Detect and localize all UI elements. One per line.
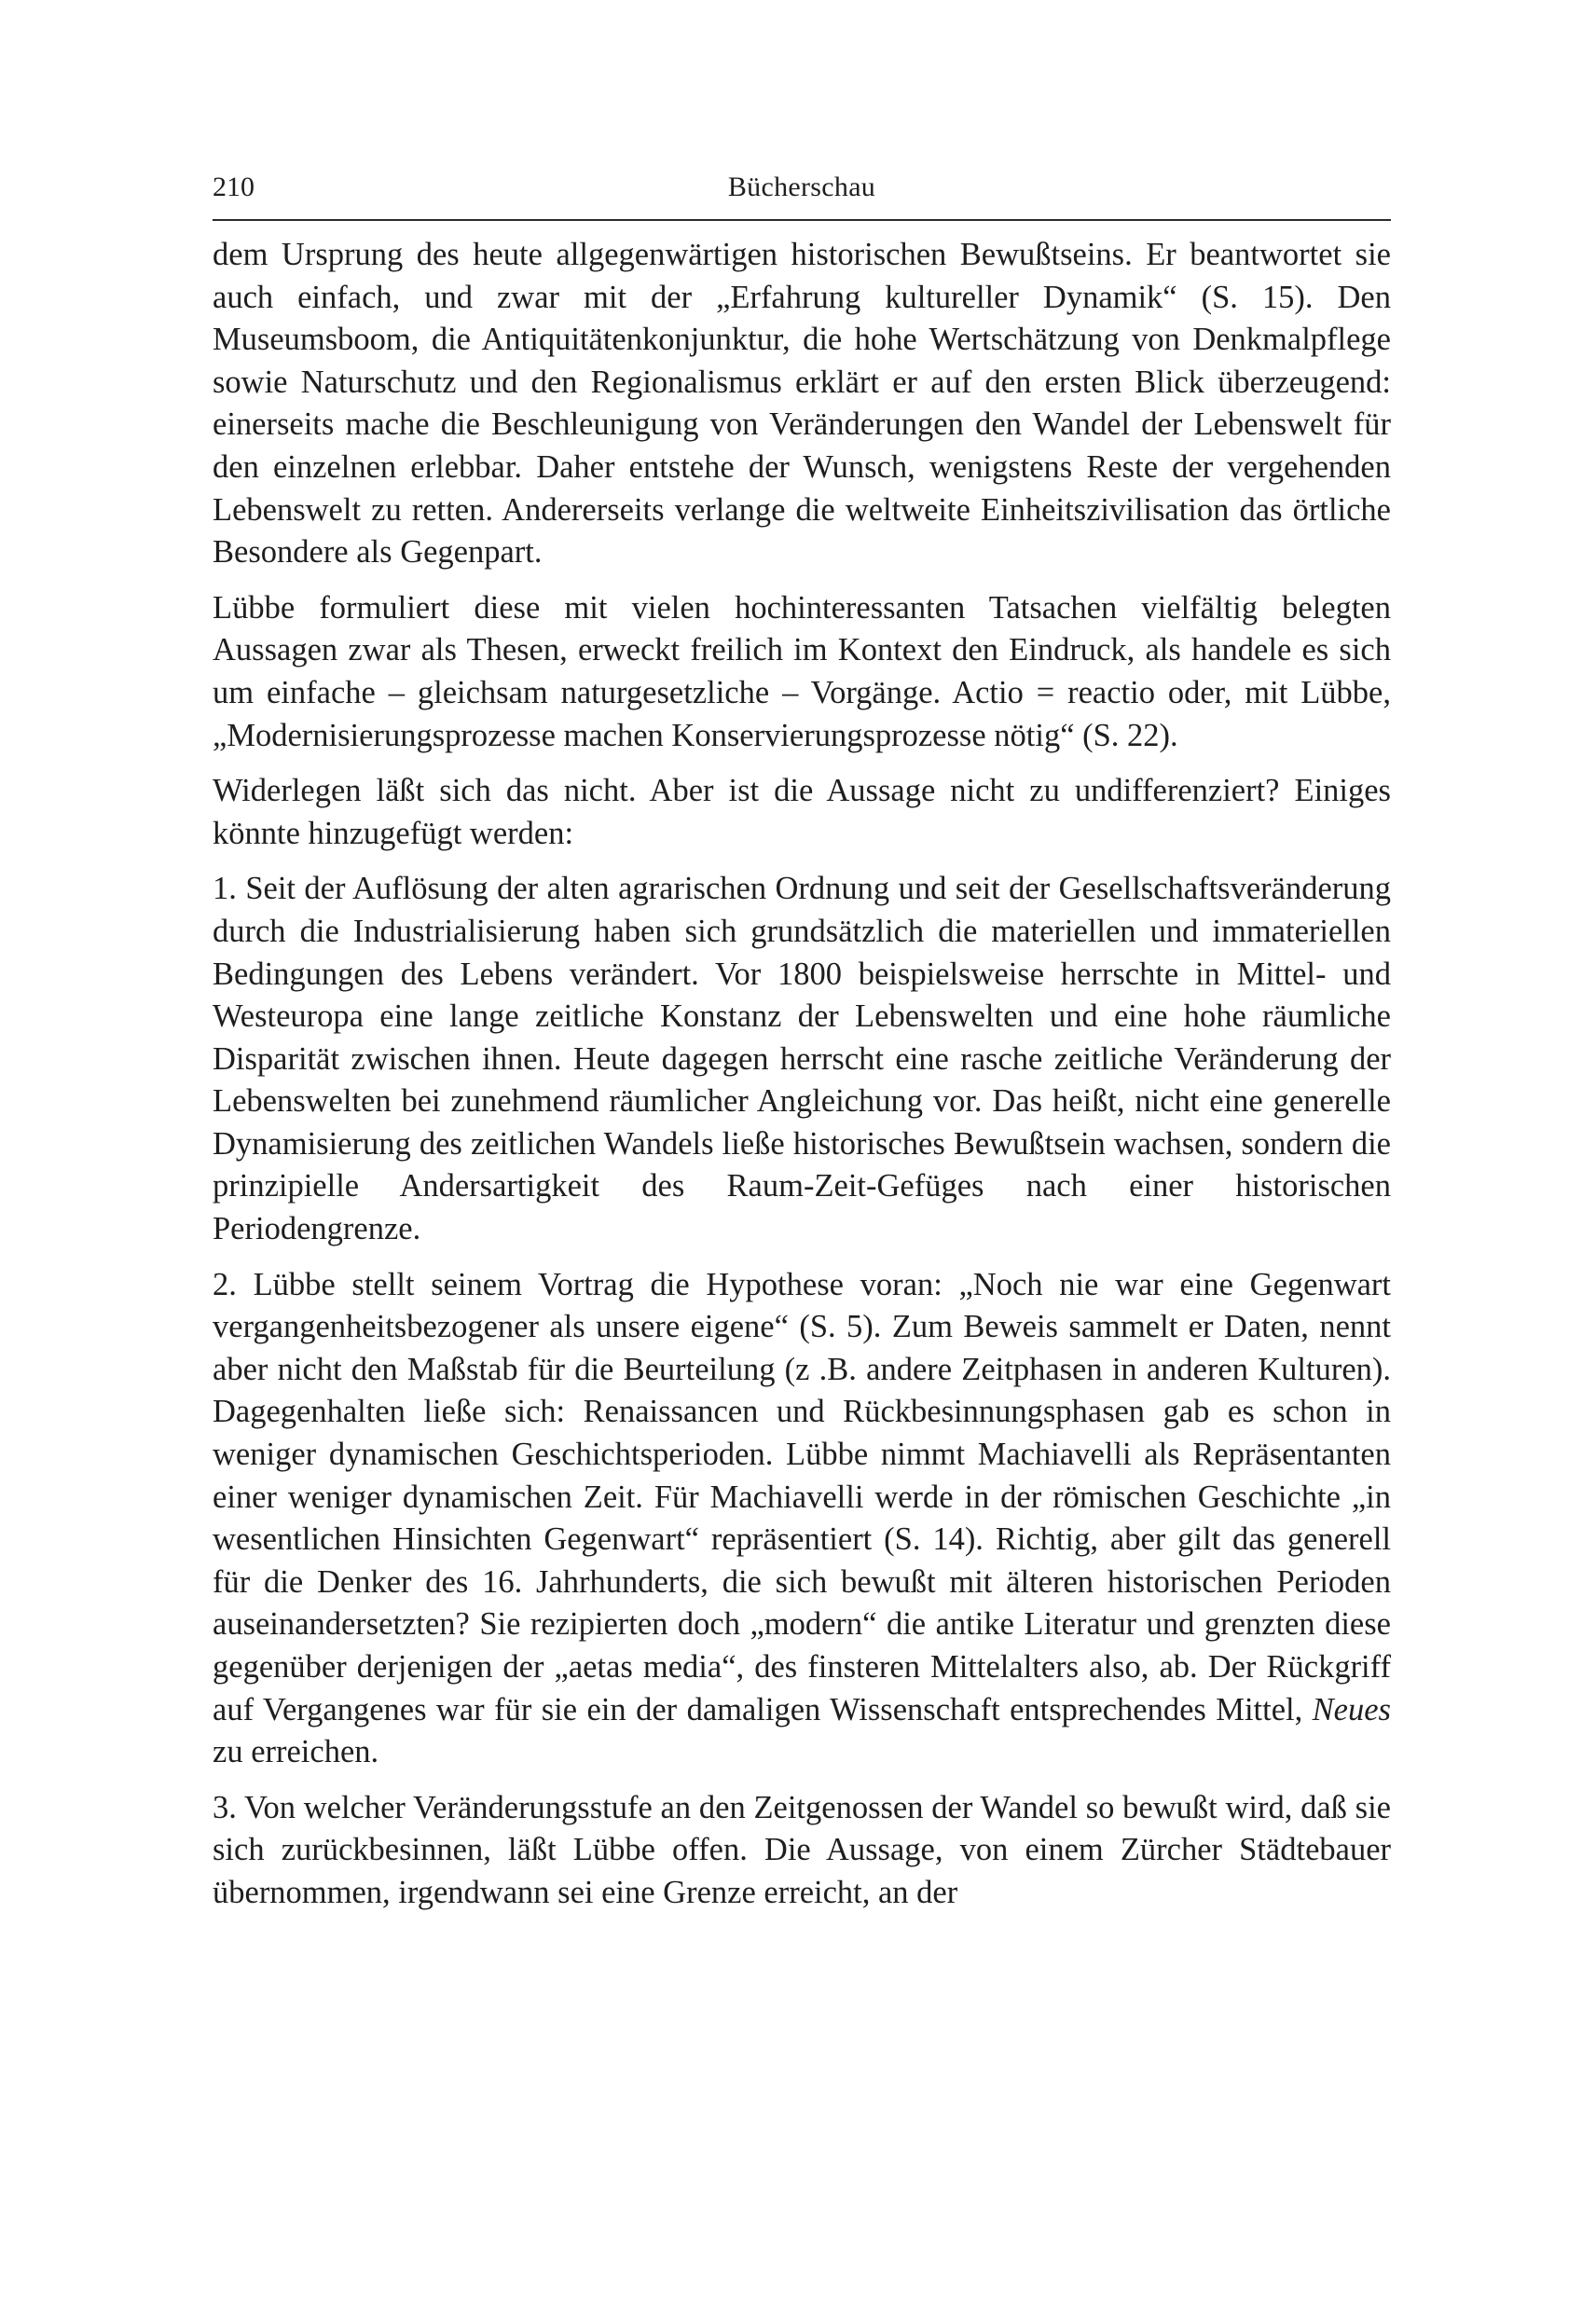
paragraph-continuation: dem Ursprung des heute allgegenwärtigen historischen Bewußtseins. Er beantwortet sie auch einfach, und zwar mit der „Erfahrung kultureller Dynamik“ (S. 15). Den Museumsboom, die Antiquitätenkonjunktur, die hohe Wertschätzung von Denkmalpflege sowie Naturschutz und den Regionalismus erklärt er auf den ersten Blick überzeugend: einerseits mache die Beschleunigung von Veränderungen den Wandel der Lebenswelt für den einzelnen erlebbar. Daher entstehe der Wunsch, wenigstens Reste der vergehenden Lebenswelt zu retten. Andererseits verlange die weltweite Einheitszivilisation das örtliche Besondere als Gegenpart. [213,237,1391,571]
page-number: 210 [213,172,255,202]
point-2-emphasis: Neues [1312,1691,1391,1727]
paragraph-objection: Widerlegen läßt sich das nicht. Aber ist die Aussage nicht zu undifferenziert? Einiges könnte hinzugefügt werden: [213,773,1391,851]
paragraph-point-3: 3. Von welcher Veränderungsstufe an den Zeitgenossen der Wandel so bewußt wird, daß sie sich zurückbesinnen, läßt Lübbe offen. Die Aussage, von einem Zürcher Städtebauer übernommen, irgendwann sei eine Grenze erreicht, an der [213,1789,1391,1910]
running-head [213,163,1391,212]
book-page [213,163,1391,2251]
running-title: Bücherschau [727,172,876,202]
paragraph-point-2 [213,1264,1391,1774]
point-2-text-after: zu erreichen. [213,1734,379,1770]
header-rule [213,219,1391,221]
point-2-text-before: 2. Lübbe stellt seinem Vortrag die Hypothese voran: „Noch nie war eine Gegenwart vergangenheitsbezogener als unsere eigene“ (S. 5). Zum Beweis sammelt er Daten, nennt aber nicht den Maßstab für die Beurteilung (z .B. andere Zeitphasen in anderen Kulturen). Dagegenhalten ließe sich: Renaissancen und Rückbesinnungsphasen gab es schon in weniger dynamischen Geschichtsperioden. Lübbe nimmt Machiavelli als Repräsentanten einer weniger dynamischen Zeit. Für Machiavelli werde in der römischen Geschichte „in wesentlichen Hinsichten Gegenwart“ repräsentiert (S. 14). Richtig, aber gilt das generell für die Denker des 16. Jahrhunderts, die sich bewußt mit älteren historischen Perioden auseinandersetzten? Sie rezipierten doch „modern“ die antike Literatur und grenzten diese gegenüber derjenigen der „aetas media“, des finsteren Mittelalters also, ab. Der Rückgriff auf Vergangenes war für sie ein der damaligen Wissenschaft entsprechendes Mittel, [213,1266,1391,1727]
paragraph-luebbe-theses: Lübbe formuliert diese mit vielen hochinteressanten Tatsachen vielfältig belegten Aussagen zwar als Thesen, erweckt freilich im Kontext den Eindruck, als handele es sich um einfache – gleichsam naturgesetzliche – Vorgänge. Actio = reactio oder, mit Lübbe, „Modernisierungsprozesse machen Konservierungsprozesse nötig“ (S. 22). [213,589,1391,753]
paragraph-point-1: 1. Seit der Auflösung der alten agrarischen Ordnung und seit der Gesellschaftsveränderung durch die Industrialisierung haben sich grundsätzlich die materiellen und immateriellen Bedingungen des Lebens verändert. Vor 1800 beispielsweise herrschte in Mittel- und Westeuropa eine lange zeitliche Konstanz der Lebenswelten und eine hohe räumliche Disparität zwischen ihnen. Heute dagegen herrscht eine rasche zeitliche Veränderung der Lebenswelten bei zunehmend räumlicher Angleichung vor. Das heißt, nicht eine generelle Dynamisierung des zeitlichen Wandels ließe historisches Bewußtsein wachsen, sondern die prinzipielle Andersartigkeit des Raum-Zeit-Gefüges nach einer historischen Periodengrenze. [213,871,1391,1247]
body-text [213,234,1391,1915]
